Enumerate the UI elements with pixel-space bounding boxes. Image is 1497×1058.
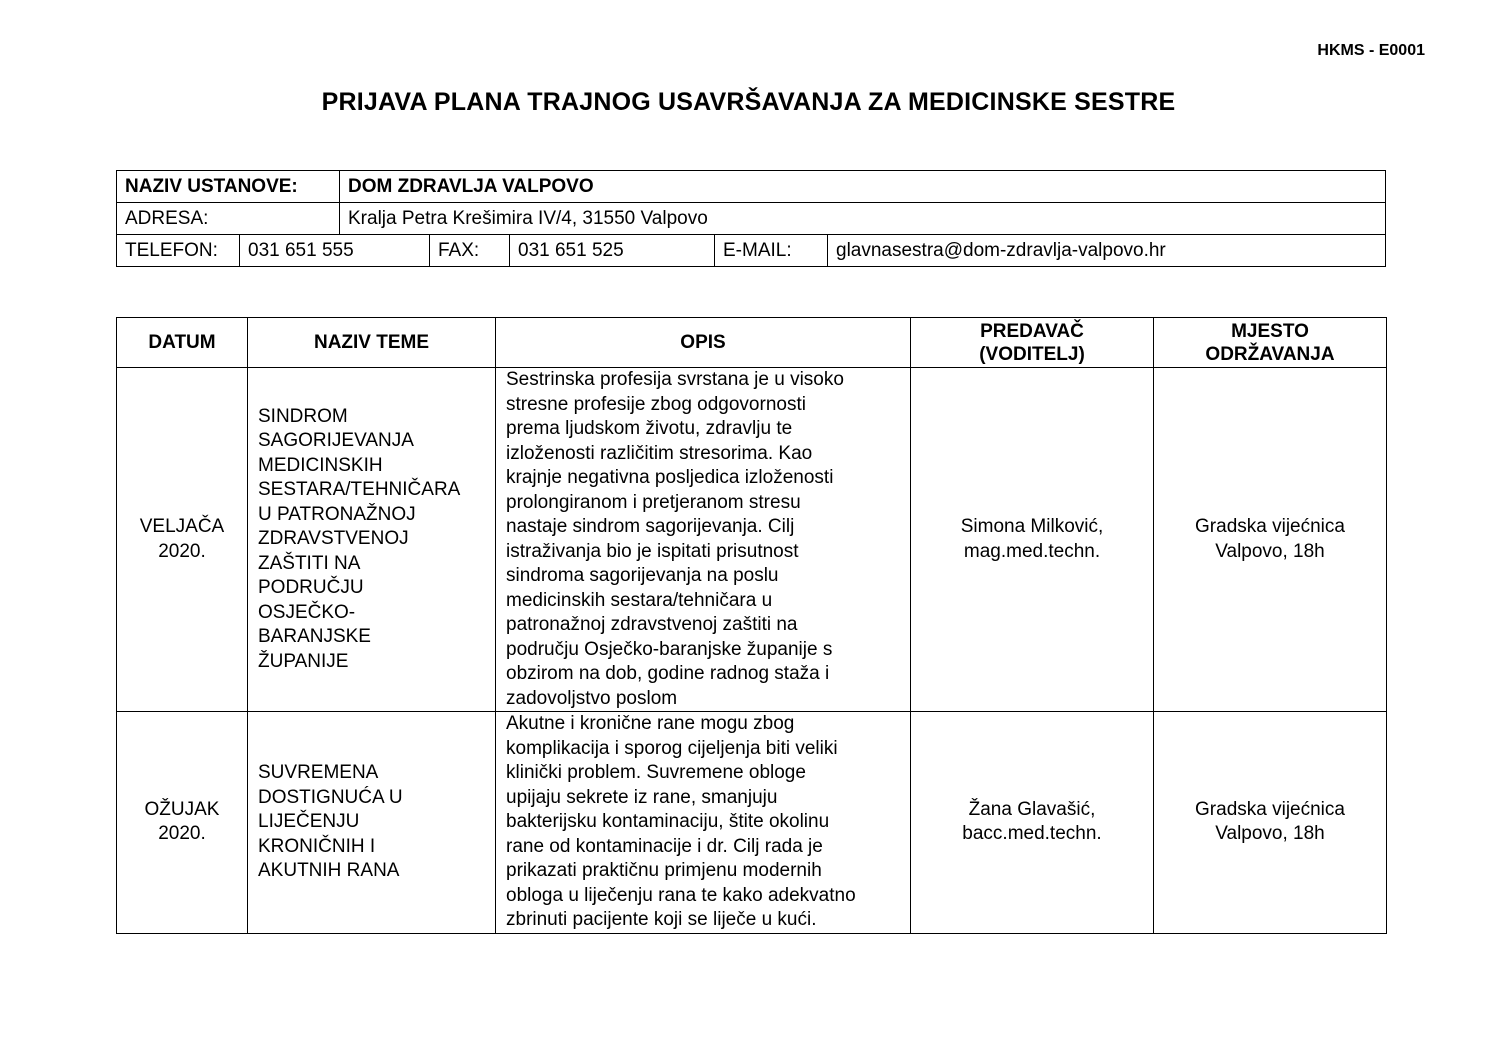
- plan-row-date: OŽUJAK 2020.: [117, 712, 248, 934]
- plan-row-date: VELJAČA 2020.: [117, 368, 248, 712]
- plan-row-description: Sestrinska profesija svrstana je u visoko stresne profesije zbog odgovornosti prema ljudskom životu, zdravlju te izloženosti različitim stresorima. Kao krajnje negativna posljedica izloženosti prolongiranom i pretjeranom stresu nastaje sindrom sagorijevanja. Cilj istraživanja bio je ispitati prisutnost sindroma sagorijevanja na poslu medicinskih sestara/tehničara u patronažnoj zdravstvenoj zaštiti na području Osječko-baranjske županije s obzirom na dob, godine radnog staža i zadovoljstvo poslom: [496, 368, 911, 712]
- plan-row-lecturer: Žana Glavašić, bacc.med.techn.: [911, 712, 1154, 934]
- institution-address-row: [117, 203, 1386, 235]
- plan-row-description: Akutne i kronične rane mogu zbog komplikacija i sporog cijeljenja biti veliki klinički problem. Suvremene obloge upijaju sekrete iz rane, smanjuju bakterijsku kontaminaciju, štite okolinu rane od kontaminacije i dr. Cilj rada je prikazati praktičnu primjenu modernih obloga u liječenju rana te kako adekvatno zbrinuti pacijente koji se liječe u kući.: [496, 712, 911, 934]
- plan-row-place: Gradska vijećnica Valpovo, 18h: [1154, 712, 1387, 934]
- fax-value: 031 651 525: [510, 235, 715, 267]
- institution-contact-row: [117, 235, 1386, 267]
- institution-table: [116, 170, 1386, 267]
- institution-name-label: NAZIV USTANOVE:: [117, 171, 340, 203]
- education-plan-table: [116, 317, 1387, 934]
- institution-address-label: ADRESA:: [117, 203, 340, 235]
- institution-address-value: Kralja Petra Krešimira IV/4, 31550 Valpovo: [340, 203, 1386, 235]
- plan-row: [117, 712, 1387, 934]
- phone-label: TELEFON:: [117, 235, 240, 267]
- header-place: MJESTO ODRŽAVANJA: [1154, 318, 1387, 368]
- institution-name-row: [117, 171, 1386, 203]
- document-code: HKMS - E0001: [1317, 42, 1425, 59]
- header-lecturer: PREDAVAČ (VODITELJ): [911, 318, 1154, 368]
- header-date: DATUM: [117, 318, 248, 368]
- institution-name-value: DOM ZDRAVLJA VALPOVO: [340, 171, 1386, 203]
- email-label: E-MAIL:: [715, 235, 828, 267]
- plan-row-topic: SUVREMENA DOSTIGNUĆA U LIJEČENJU KRONIČNIH I AKUTNIH RANA: [248, 712, 496, 934]
- plan-row-place: Gradska vijećnica Valpovo, 18h: [1154, 368, 1387, 712]
- plan-row-topic: SINDROM SAGORIJEVANJA MEDICINSKIH SESTARA/TEHNIČARA U PATRONAŽNOJ ZDRAVSTVENOJ ZAŠTITI NA PODRUČJU OSJEČKO- BARANJSKE ŽUPANIJE: [248, 368, 496, 712]
- header-description: OPIS: [496, 318, 911, 368]
- plan-header-row: [117, 318, 1387, 368]
- plan-row: [117, 368, 1387, 712]
- header-topic: NAZIV TEME: [248, 318, 496, 368]
- email-value: glavnasestra@dom-zdravlja-valpovo.hr: [828, 235, 1386, 267]
- plan-row-lecturer: Simona Milković, mag.med.techn.: [911, 368, 1154, 712]
- phone-value: 031 651 555: [240, 235, 430, 267]
- fax-label: FAX:: [430, 235, 510, 267]
- document-title: PRIJAVA PLANA TRAJNOG USAVRŠAVANJA ZA MEDICINSKE SESTRE: [321, 88, 1176, 116]
